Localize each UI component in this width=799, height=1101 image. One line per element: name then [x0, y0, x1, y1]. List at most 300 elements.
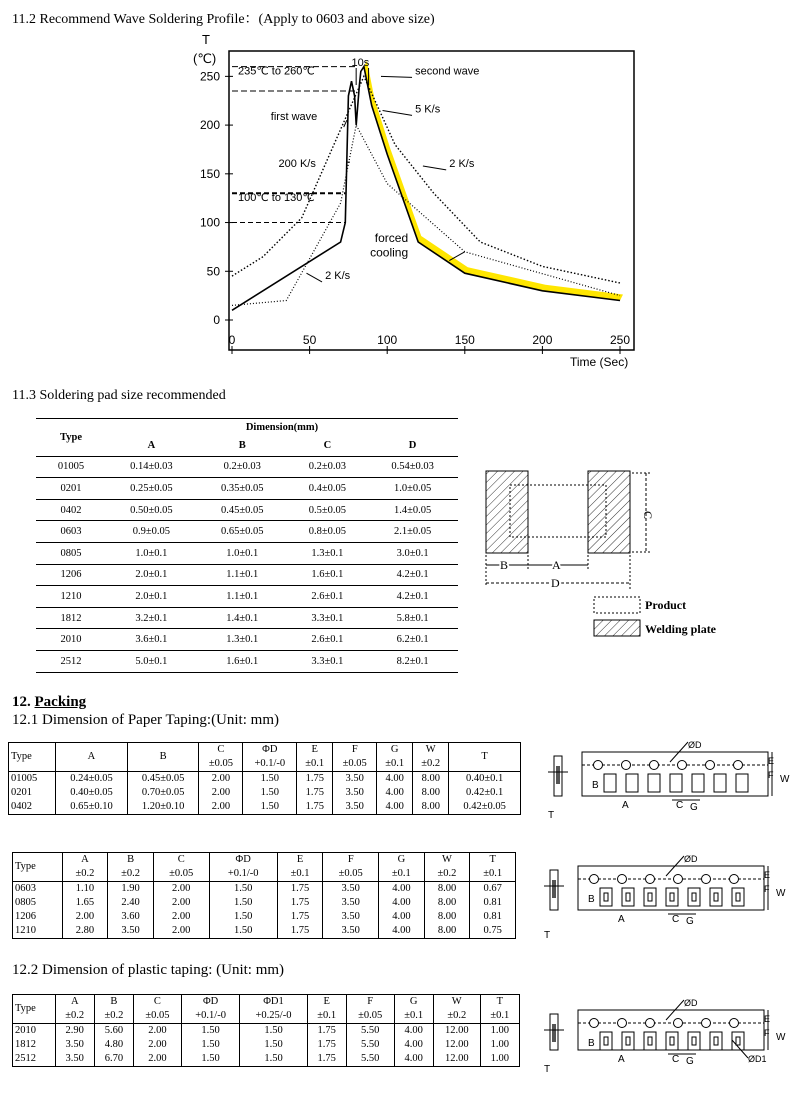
label-a: A — [622, 800, 629, 811]
table-cell: 3.60 — [108, 910, 154, 924]
header-10 — [480, 995, 519, 1024]
annotation: 235℃ to 260℃ — [238, 65, 315, 78]
legend-welding: Welding plate — [645, 622, 717, 636]
table-cell: 4.00 — [379, 924, 425, 939]
table-row — [9, 772, 521, 787]
pad-cell-d: 4.2±0.1 — [367, 586, 458, 608]
table-cell: 0201 — [9, 786, 56, 800]
header-tolerance: ±0.1 — [483, 868, 503, 879]
label-b: B — [588, 1038, 595, 1049]
table-cell: 3.50 — [323, 910, 379, 924]
label-a: A — [618, 1054, 625, 1065]
label-w: W — [776, 1032, 786, 1043]
pad-cell-type: 2512 — [60, 655, 82, 667]
plastic-taping-table — [12, 994, 520, 1067]
header-name: ΦD — [235, 854, 251, 865]
table-cell: 1812 — [13, 1038, 56, 1052]
header-8 — [394, 995, 433, 1024]
pad-cell-a: 0.9±0.05 — [106, 521, 197, 543]
table-cell: 8.00 — [424, 910, 470, 924]
table-cell: 0.65±0.10 — [56, 800, 128, 815]
header-tolerance: ±0.2 — [121, 868, 141, 879]
label-d1: ØD1 — [748, 1054, 767, 1064]
table-cell: 2.00 — [153, 882, 209, 897]
table-cell: 2.00 — [134, 1052, 182, 1067]
component-pocket — [714, 774, 726, 792]
pad-row — [36, 478, 458, 500]
sprocket-hole — [622, 761, 631, 770]
label-f: F — [764, 1028, 770, 1038]
table-cell: 0.40±0.1 — [449, 772, 521, 787]
header-c: C — [323, 439, 332, 451]
header-4 — [243, 743, 297, 772]
table-cell: 1.75 — [307, 1052, 346, 1067]
annotation: 2 K/s — [325, 270, 351, 283]
label-d: ØD — [684, 998, 698, 1008]
pad-cell-c: 2.6±0.1 — [288, 629, 368, 651]
table-row — [13, 896, 516, 910]
pad-cell-type: 0603 — [36, 521, 106, 543]
sprocket-hole — [674, 875, 683, 884]
header-name: G — [397, 854, 406, 865]
table-cell: 0.45±0.05 — [127, 772, 199, 787]
table-cell: 2.00 — [199, 772, 243, 787]
sprocket-hole — [730, 1019, 739, 1028]
pad-row — [36, 607, 458, 629]
sprocket-hole — [706, 761, 715, 770]
table-cell: 2.00 — [62, 910, 108, 924]
table-cell: 1.50 — [209, 882, 277, 897]
header-8 — [413, 743, 449, 772]
header-name: F — [347, 854, 354, 865]
table-cell: 12.00 — [433, 1038, 480, 1052]
pad-cell-a: 0.50±0.05 — [106, 499, 197, 521]
table-cell: 2.40 — [108, 896, 154, 910]
header-d: D — [408, 439, 417, 451]
table-cell: 01005 — [9, 772, 56, 787]
table-cell: 2.00 — [199, 800, 243, 815]
header-4 — [209, 853, 277, 882]
label-a: A — [552, 558, 561, 572]
pad-row — [36, 564, 458, 586]
label-c: C — [676, 800, 684, 811]
header-tolerance: ±0.2 — [75, 868, 95, 879]
header-3 — [134, 995, 182, 1024]
header-1 — [55, 995, 94, 1024]
table-cell: 1.75 — [307, 1024, 346, 1039]
header-tolerance: ±0.2 — [437, 868, 457, 879]
pad-cell-type: 1210 — [36, 586, 106, 608]
header-name: C — [153, 996, 161, 1007]
label-c: C — [641, 511, 655, 520]
left-pad — [486, 471, 528, 553]
header-b: B — [238, 439, 246, 451]
component-pocket — [600, 888, 612, 906]
pad-cell-a: 3.2±0.1 — [106, 607, 197, 629]
annotation: forced — [374, 231, 409, 246]
table-cell: 1.90 — [108, 882, 154, 897]
header-name: T — [496, 996, 504, 1007]
pad-cell-a: 2.0±0.1 — [106, 586, 197, 608]
x-tick-label: 200 — [532, 333, 553, 347]
paper-taping-table-1 — [8, 742, 521, 815]
header-tolerance: ±0.1 — [385, 758, 405, 769]
table-cell: 12.00 — [433, 1024, 480, 1039]
table-cell: 1.50 — [209, 924, 277, 939]
table-cell: 1.00 — [480, 1038, 519, 1052]
pad-cell-a: 2.0±0.1 — [106, 564, 197, 586]
component-pocket — [622, 888, 634, 906]
header-4 — [181, 995, 240, 1024]
pad-cell-type: 0805 — [36, 542, 106, 564]
table-cell: 3.50 — [108, 924, 154, 939]
x-tick-label: 100 — [377, 333, 398, 347]
component-pocket — [644, 1032, 656, 1050]
sprocket-hole — [650, 761, 659, 770]
pad-row — [36, 499, 458, 521]
component-pocket — [736, 774, 748, 792]
sprocket-hole — [646, 875, 655, 884]
table-cell: 2.00 — [153, 924, 209, 939]
header-name: ΦD — [202, 996, 219, 1007]
pad-cell-d: 2.1±0.05 — [367, 521, 458, 543]
component-pocket — [648, 774, 660, 792]
pad-cell-b: 1.4±0.1 — [197, 607, 288, 629]
header-tolerance: ±0.2 — [447, 1010, 467, 1021]
table-cell: 3.50 — [323, 896, 379, 910]
y-tick-label: 200 — [199, 118, 220, 133]
sprocket-hole — [702, 875, 711, 884]
label-g: G — [690, 802, 698, 813]
pad-row — [36, 650, 458, 672]
table-cell: 1.00 — [480, 1024, 519, 1039]
table-cell: 5.50 — [346, 1024, 394, 1039]
table-cell: 1.75 — [307, 1038, 346, 1052]
table-cell: 1.75 — [277, 910, 323, 924]
pad-cell-d: 1.4±0.05 — [367, 499, 458, 521]
header-6 — [307, 995, 346, 1024]
tape-side-fill — [552, 1024, 556, 1042]
pad-cell-d: 4.2±0.1 — [367, 564, 458, 586]
table-cell: 1.75 — [277, 896, 323, 910]
table-row — [13, 924, 516, 939]
table-cell: 8.00 — [424, 924, 470, 939]
table-cell: 6.70 — [94, 1052, 133, 1067]
header-tolerance: ±0.2 — [65, 1010, 85, 1021]
sprocket-hole — [590, 1019, 599, 1028]
pad-cell-d: 5.8±0.1 — [367, 607, 458, 629]
header-2 — [108, 853, 154, 882]
table-cell: 1.10 — [62, 882, 108, 897]
component-pocket — [600, 1032, 612, 1050]
table-cell: 1.50 — [181, 1038, 240, 1052]
table-row — [13, 910, 516, 924]
table-cell: 1.50 — [181, 1024, 240, 1039]
label-t: T — [544, 1064, 551, 1074]
component-pocket — [626, 774, 638, 792]
header-name: W — [451, 996, 462, 1007]
table-cell: 1.50 — [209, 910, 277, 924]
table-cell: 1.00 — [480, 1052, 519, 1067]
table-cell: 2.00 — [153, 896, 209, 910]
header-tolerance: +0.1/-0 — [227, 868, 259, 879]
table-cell: 0.75 — [470, 924, 516, 939]
label-e: E — [764, 1014, 771, 1024]
component-pocket — [666, 888, 678, 906]
table-cell: 3.50 — [333, 800, 377, 815]
table-cell: 0.81 — [470, 910, 516, 924]
label-c: C — [672, 1054, 680, 1065]
pad-row — [36, 521, 458, 543]
label-t: T — [544, 930, 551, 940]
table-cell: 3.50 — [55, 1052, 94, 1067]
table-cell: 0.42±0.1 — [449, 786, 521, 800]
sprocket-hole — [618, 875, 627, 884]
header-2 — [94, 995, 133, 1024]
header-7 — [346, 995, 394, 1024]
header-1 — [62, 853, 108, 882]
header-name: Type — [11, 751, 32, 762]
header-name: E — [296, 854, 304, 865]
header-5 — [297, 743, 333, 772]
annotation: cooling — [370, 245, 409, 260]
component-pocket — [710, 888, 722, 906]
pad-cell-d: 0.54±0.03 — [367, 456, 458, 478]
label-g: G — [686, 916, 694, 927]
section-12-number: 12. — [12, 694, 31, 710]
table-cell: 0.42±0.05 — [449, 800, 521, 815]
pad-cell-d: 8.2±0.1 — [396, 655, 429, 667]
table-cell: 1.75 — [297, 800, 333, 815]
x-tick-label: 250 — [609, 333, 631, 347]
header-name: E — [323, 996, 330, 1007]
component-pocket — [688, 1032, 700, 1050]
table-cell: 4.00 — [377, 800, 413, 815]
y-tick-label: 250 — [199, 69, 220, 84]
sprocket-hole — [730, 875, 739, 884]
table-row — [13, 1024, 520, 1039]
header-0 — [9, 743, 56, 772]
header-name: W — [442, 854, 452, 865]
component-pocket — [622, 1032, 634, 1050]
table-cell: 8.00 — [413, 786, 449, 800]
header-tolerance: ±0.05 — [208, 758, 233, 769]
y-axis-unit: (℃) — [193, 51, 217, 66]
annotation: 100℃ to 130℃ — [238, 192, 315, 205]
table-cell: 3.50 — [323, 882, 379, 897]
header-name: Type — [15, 861, 36, 872]
label-e: E — [768, 756, 775, 766]
header-8 — [424, 853, 470, 882]
table-cell: 1.50 — [240, 1038, 307, 1052]
sprocket-hole — [678, 761, 687, 770]
pad-cell-a: 3.6±0.1 — [106, 629, 197, 651]
pad-cell-b: 1.1±0.1 — [197, 586, 288, 608]
label-b: B — [500, 558, 509, 572]
pad-cell-b: 0.2±0.03 — [197, 456, 288, 478]
header-type: Type — [36, 419, 106, 457]
section-11-3-title: 11.3 Soldering pad size recommended — [12, 388, 226, 403]
pad-cell-b: 0.65±0.05 — [197, 521, 288, 543]
header-tolerance: ±0.2 — [421, 758, 441, 769]
header-1 — [56, 743, 128, 772]
annotation: 200 K/s — [278, 157, 316, 170]
header-tolerance: +0.1/-0 — [195, 1010, 226, 1021]
header-tolerance: ±0.05 — [338, 868, 363, 879]
table-cell: 3.50 — [333, 786, 377, 800]
component-pocket — [670, 774, 682, 792]
header-tolerance: ±0.1 — [490, 1010, 510, 1021]
x-tick-label: 50 — [302, 333, 317, 347]
y-tick-label: 100 — [199, 215, 220, 230]
header-tolerance: ±0.05 — [358, 1010, 383, 1021]
header-0 — [13, 853, 63, 882]
paper-taping-table-2 — [12, 852, 516, 939]
pad-cell-a: 0.14±0.03 — [106, 456, 197, 478]
x-tick-label: 150 — [454, 333, 475, 347]
component-pocket — [688, 888, 700, 906]
x-tick-label: 0 — [228, 333, 236, 347]
label-d: ØD — [684, 854, 698, 864]
sprocket-hole — [646, 1019, 655, 1028]
header-name: F — [367, 996, 374, 1007]
table-cell: 2.80 — [62, 924, 108, 939]
component-pocket — [644, 888, 656, 906]
table-cell: 8.00 — [413, 800, 449, 815]
header-0 — [13, 995, 56, 1024]
paper-tape-diagram-2 — [536, 852, 794, 940]
pad-row — [36, 456, 458, 478]
header-7 — [379, 853, 425, 882]
soldering-profile-chart — [180, 30, 640, 375]
label-a: A — [618, 914, 625, 925]
sprocket-hole — [674, 1019, 683, 1028]
table-cell: 4.00 — [394, 1024, 433, 1039]
header-name: C — [217, 744, 225, 755]
table-cell: 0.70±0.05 — [127, 786, 199, 800]
pad-cell-b: 0.45±0.05 — [197, 499, 288, 521]
annotation: 2 K/s — [449, 157, 475, 170]
header-2 — [127, 743, 199, 772]
pad-row — [36, 586, 458, 608]
header-name: C — [177, 854, 185, 865]
table-cell: 0.67 — [470, 882, 516, 897]
pad-cell-c: 0.2±0.03 — [288, 456, 368, 478]
pad-cell-c: 1.6±0.1 — [288, 564, 368, 586]
table-row — [13, 1052, 520, 1067]
paper-taping-title: 12.1 Dimension of Paper Taping:(Unit: mm) — [12, 712, 279, 728]
table-cell: 1210 — [13, 924, 63, 939]
annotation: second wave — [415, 65, 480, 78]
pad-cell-type: 0402 — [36, 499, 106, 521]
table-cell: 4.80 — [94, 1038, 133, 1052]
table-cell: 1.50 — [181, 1052, 240, 1067]
header-6 — [323, 853, 379, 882]
header-name: ΦD — [262, 744, 278, 755]
header-5 — [277, 853, 323, 882]
header-9 — [470, 853, 516, 882]
component-pocket — [604, 774, 616, 792]
label-c: C — [672, 914, 680, 925]
legend-product-swatch — [594, 597, 640, 613]
table-cell: 2010 — [13, 1024, 56, 1039]
tape-side-fill — [552, 880, 556, 898]
header-tolerance: ±0.05 — [169, 868, 194, 879]
pad-row — [36, 629, 458, 651]
table-cell: 0805 — [13, 896, 63, 910]
table-cell: 0603 — [13, 882, 63, 897]
table-cell: 1.50 — [209, 896, 277, 910]
pad-cell-c: 0.5±0.05 — [288, 499, 368, 521]
header-name: W — [425, 744, 436, 755]
pad-row — [36, 542, 458, 564]
table-row — [9, 786, 521, 800]
legend-product: Product — [645, 598, 687, 612]
label-w: W — [780, 774, 790, 785]
paper-tape-diagram-1 — [540, 738, 792, 820]
table-cell: 0.24±0.05 — [56, 772, 128, 787]
label-t: T — [548, 810, 555, 820]
label-b: B — [592, 780, 599, 791]
label-w: W — [776, 888, 786, 899]
table-cell: 1.75 — [277, 882, 323, 897]
header-tolerance: ±0.1 — [317, 1010, 337, 1021]
label-g: G — [686, 1056, 694, 1067]
header-name: E — [311, 744, 318, 755]
table-cell: 1.50 — [243, 786, 297, 800]
header-name: Type — [15, 1003, 36, 1014]
pad-cell-d: 6.2±0.1 — [367, 629, 458, 651]
component-pocket — [710, 1032, 722, 1050]
table-cell: 5.50 — [346, 1052, 394, 1067]
table-cell: 1.75 — [277, 924, 323, 939]
label-e: E — [764, 870, 771, 880]
legend-welding-swatch — [594, 620, 640, 636]
table-cell: 5.50 — [346, 1038, 394, 1052]
y-tick-label: 50 — [206, 264, 220, 279]
component-pocket — [732, 888, 744, 906]
pad-cell-c: 0.8±0.05 — [288, 521, 368, 543]
label-d: D — [551, 576, 560, 590]
y-tick-label: 150 — [199, 166, 220, 181]
header-tolerance: ±0.1 — [404, 1010, 424, 1021]
header-9 — [449, 743, 521, 772]
pad-cell-c: 0.4±0.05 — [288, 478, 368, 500]
annotation: 5 K/s — [415, 103, 441, 116]
sprocket-hole — [618, 1019, 627, 1028]
annotation: 10s — [351, 57, 370, 69]
y-tick-label: 0 — [213, 313, 220, 327]
table-cell: 2.00 — [134, 1038, 182, 1052]
header-a: A — [147, 439, 156, 451]
table-cell: 2.00 — [153, 910, 209, 924]
table-cell: 2.00 — [134, 1024, 182, 1039]
pad-cell-a: 5.0±0.1 — [135, 655, 168, 667]
header-tolerance: +0.1/-0 — [254, 758, 286, 769]
table-cell: 4.00 — [377, 772, 413, 787]
header-dimension: Dimension(mm) — [245, 421, 319, 433]
label-d: ØD — [688, 740, 702, 750]
pad-cell-type: 0201 — [36, 478, 106, 500]
pad-cell-a: 0.25±0.05 — [106, 478, 197, 500]
table-cell: 1.50 — [240, 1052, 307, 1067]
table-row — [13, 882, 516, 897]
section-12-word: Packing — [34, 694, 87, 710]
label-b: B — [588, 894, 595, 905]
component-pocket — [666, 1032, 678, 1050]
label-f: F — [764, 884, 770, 894]
pad-cell-type: 1206 — [36, 564, 106, 586]
